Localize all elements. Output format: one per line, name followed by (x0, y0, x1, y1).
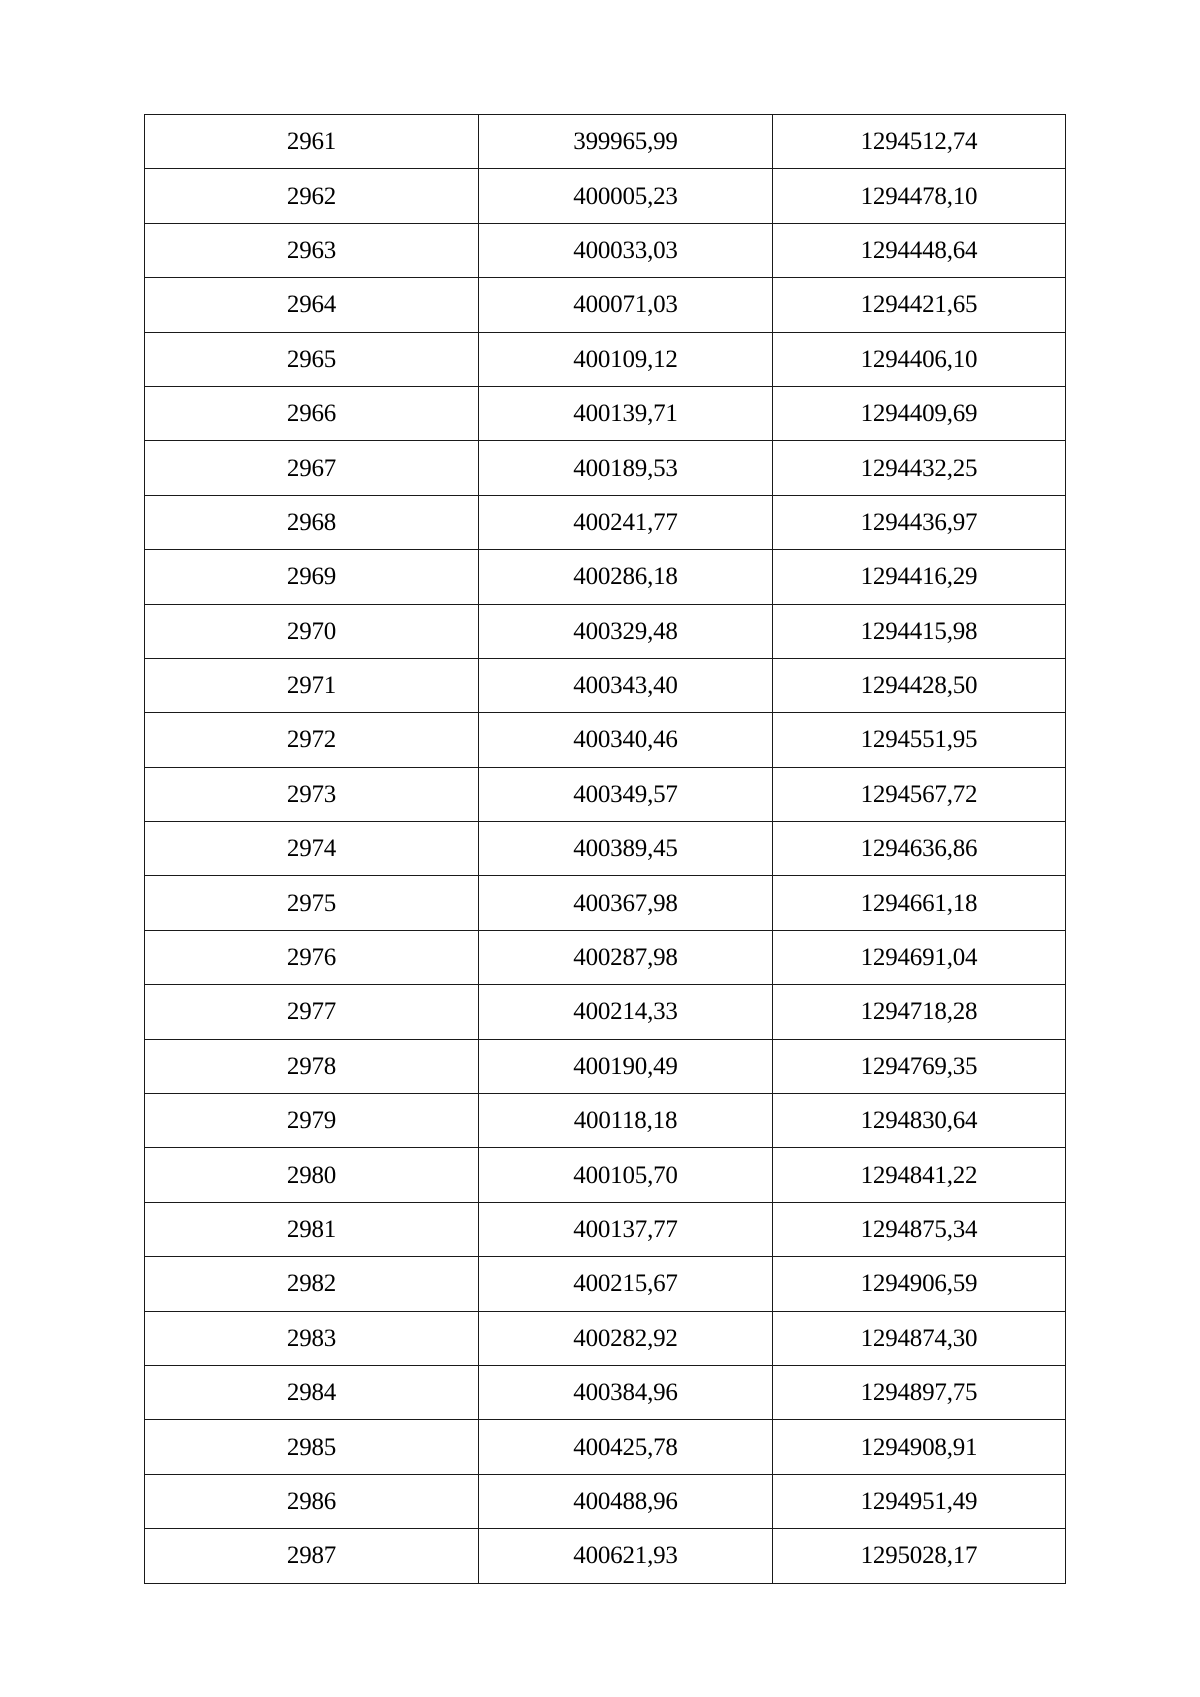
y-coordinate-cell: 1294951,49 (773, 1474, 1066, 1528)
y-coordinate-cell: 1294409,69 (773, 386, 1066, 440)
y-coordinate-cell: 1294830,64 (773, 1094, 1066, 1148)
point-number-cell: 2983 (145, 1311, 479, 1365)
x-coordinate-cell: 400215,67 (479, 1257, 773, 1311)
y-coordinate-cell: 1294661,18 (773, 876, 1066, 930)
x-coordinate-cell: 400329,48 (479, 604, 773, 658)
table-row (145, 223, 1066, 277)
x-coordinate-cell: 400343,40 (479, 658, 773, 712)
table-row (145, 115, 1066, 169)
y-coordinate-cell: 1294718,28 (773, 985, 1066, 1039)
x-coordinate-cell: 400287,98 (479, 930, 773, 984)
x-coordinate-cell: 400214,33 (479, 985, 773, 1039)
point-number-cell: 2977 (145, 985, 479, 1039)
x-coordinate-cell: 400425,78 (479, 1420, 773, 1474)
y-coordinate-cell: 1294478,10 (773, 169, 1066, 223)
point-number-cell: 2966 (145, 386, 479, 440)
y-coordinate-cell: 1294841,22 (773, 1148, 1066, 1202)
point-number-cell: 2986 (145, 1474, 479, 1528)
coordinates-table (144, 114, 1066, 1584)
x-coordinate-cell: 400105,70 (479, 1148, 773, 1202)
point-number-cell: 2969 (145, 550, 479, 604)
y-coordinate-cell: 1294636,86 (773, 822, 1066, 876)
y-coordinate-cell: 1294436,97 (773, 495, 1066, 549)
x-coordinate-cell: 400488,96 (479, 1474, 773, 1528)
coordinates-table-body (145, 115, 1066, 1584)
table-row (145, 386, 1066, 440)
y-coordinate-cell: 1294691,04 (773, 930, 1066, 984)
table-row (145, 1257, 1066, 1311)
table-row (145, 1365, 1066, 1419)
table-row (145, 822, 1066, 876)
x-coordinate-cell: 400109,12 (479, 332, 773, 386)
table-row (145, 985, 1066, 1039)
point-number-cell: 2973 (145, 767, 479, 821)
point-number-cell: 2965 (145, 332, 479, 386)
x-coordinate-cell: 400389,45 (479, 822, 773, 876)
x-coordinate-cell: 400621,93 (479, 1529, 773, 1583)
point-number-cell: 2968 (145, 495, 479, 549)
x-coordinate-cell: 400033,03 (479, 223, 773, 277)
y-coordinate-cell: 1294551,95 (773, 713, 1066, 767)
point-number-cell: 2978 (145, 1039, 479, 1093)
x-coordinate-cell: 399965,99 (479, 115, 773, 169)
point-number-cell: 2971 (145, 658, 479, 712)
y-coordinate-cell: 1294875,34 (773, 1202, 1066, 1256)
x-coordinate-cell: 400137,77 (479, 1202, 773, 1256)
point-number-cell: 2980 (145, 1148, 479, 1202)
point-number-cell: 2979 (145, 1094, 479, 1148)
x-coordinate-cell: 400139,71 (479, 386, 773, 440)
table-row (145, 1039, 1066, 1093)
x-coordinate-cell: 400282,92 (479, 1311, 773, 1365)
y-coordinate-cell: 1294406,10 (773, 332, 1066, 386)
table-row (145, 278, 1066, 332)
table-row (145, 876, 1066, 930)
point-number-cell: 2970 (145, 604, 479, 658)
y-coordinate-cell: 1294906,59 (773, 1257, 1066, 1311)
x-coordinate-cell: 400241,77 (479, 495, 773, 549)
y-coordinate-cell: 1294512,74 (773, 115, 1066, 169)
y-coordinate-cell: 1295028,17 (773, 1529, 1066, 1583)
x-coordinate-cell: 400005,23 (479, 169, 773, 223)
x-coordinate-cell: 400367,98 (479, 876, 773, 930)
x-coordinate-cell: 400340,46 (479, 713, 773, 767)
y-coordinate-cell: 1294874,30 (773, 1311, 1066, 1365)
point-number-cell: 2974 (145, 822, 479, 876)
table-row (145, 1529, 1066, 1583)
x-coordinate-cell: 400190,49 (479, 1039, 773, 1093)
y-coordinate-cell: 1294421,65 (773, 278, 1066, 332)
point-number-cell: 2964 (145, 278, 479, 332)
y-coordinate-cell: 1294567,72 (773, 767, 1066, 821)
table-row (145, 713, 1066, 767)
y-coordinate-cell: 1294416,29 (773, 550, 1066, 604)
point-number-cell: 2967 (145, 441, 479, 495)
y-coordinate-cell: 1294415,98 (773, 604, 1066, 658)
point-number-cell: 2962 (145, 169, 479, 223)
y-coordinate-cell: 1294769,35 (773, 1039, 1066, 1093)
table-row (145, 767, 1066, 821)
point-number-cell: 2981 (145, 1202, 479, 1256)
table-row (145, 169, 1066, 223)
table-row (145, 1474, 1066, 1528)
point-number-cell: 2984 (145, 1365, 479, 1419)
table-row (145, 1148, 1066, 1202)
point-number-cell: 2982 (145, 1257, 479, 1311)
table-row (145, 1420, 1066, 1474)
y-coordinate-cell: 1294908,91 (773, 1420, 1066, 1474)
point-number-cell: 2972 (145, 713, 479, 767)
point-number-cell: 2975 (145, 876, 479, 930)
y-coordinate-cell: 1294448,64 (773, 223, 1066, 277)
x-coordinate-cell: 400384,96 (479, 1365, 773, 1419)
point-number-cell: 2987 (145, 1529, 479, 1583)
table-row (145, 441, 1066, 495)
table-row (145, 658, 1066, 712)
y-coordinate-cell: 1294432,25 (773, 441, 1066, 495)
point-number-cell: 2963 (145, 223, 479, 277)
x-coordinate-cell: 400286,18 (479, 550, 773, 604)
table-row (145, 332, 1066, 386)
y-coordinate-cell: 1294428,50 (773, 658, 1066, 712)
table-row (145, 930, 1066, 984)
table-row (145, 1311, 1066, 1365)
table-row (145, 1094, 1066, 1148)
table-row (145, 550, 1066, 604)
point-number-cell: 2985 (145, 1420, 479, 1474)
point-number-cell: 2961 (145, 115, 479, 169)
y-coordinate-cell: 1294897,75 (773, 1365, 1066, 1419)
table-row (145, 604, 1066, 658)
x-coordinate-cell: 400189,53 (479, 441, 773, 495)
x-coordinate-cell: 400349,57 (479, 767, 773, 821)
point-number-cell: 2976 (145, 930, 479, 984)
table-row (145, 495, 1066, 549)
table-row (145, 1202, 1066, 1256)
x-coordinate-cell: 400118,18 (479, 1094, 773, 1148)
x-coordinate-cell: 400071,03 (479, 278, 773, 332)
